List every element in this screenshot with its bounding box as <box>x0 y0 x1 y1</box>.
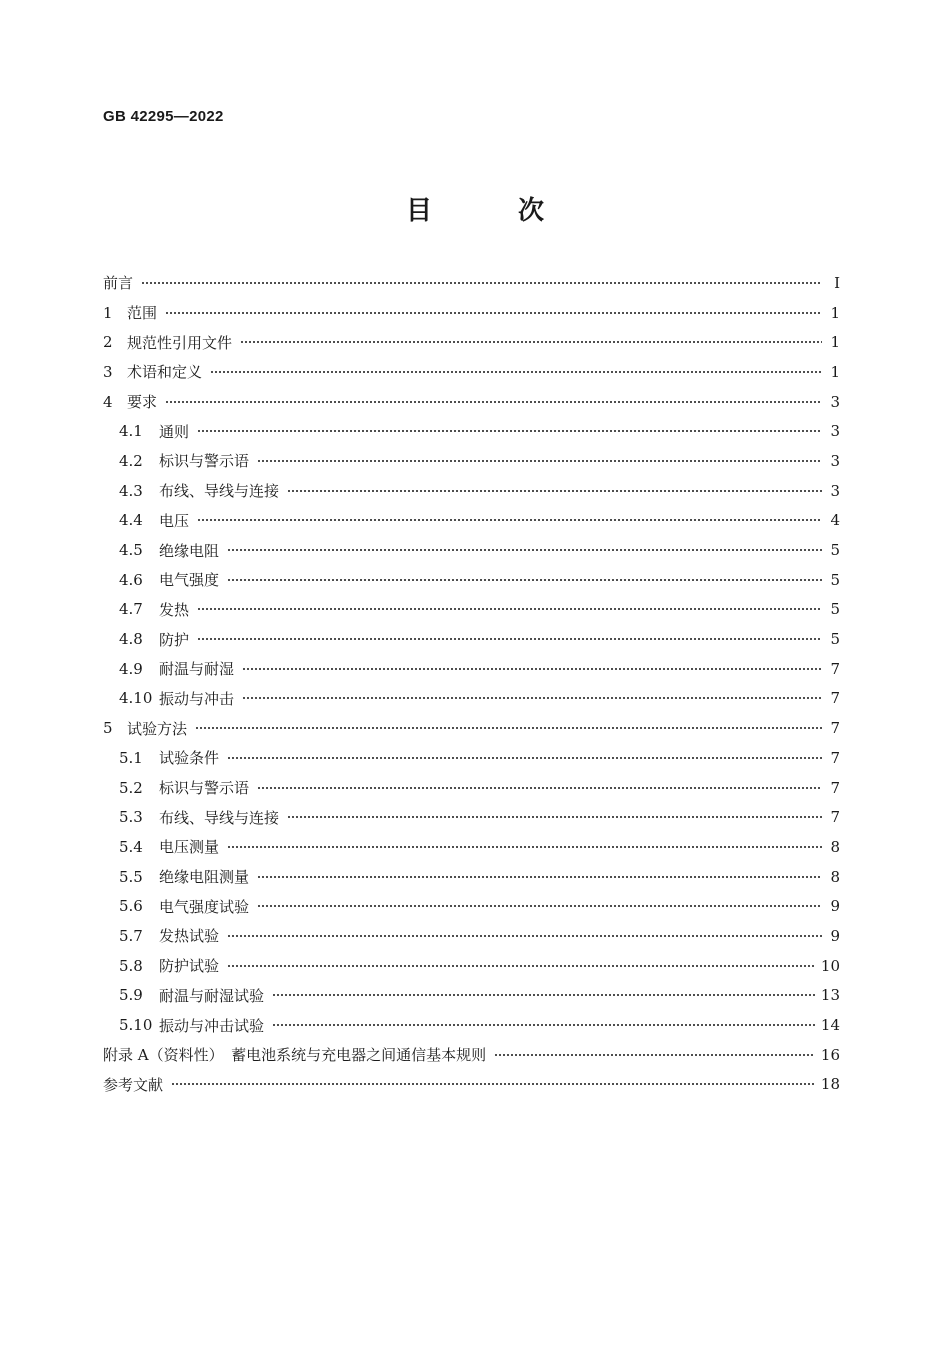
toc-entry-page: 13 <box>820 986 840 1005</box>
toc-entry-number: 5.3 <box>119 808 143 827</box>
toc-entry-number: 4.1 <box>119 422 143 441</box>
toc-entry-title: 参考文献 <box>103 1075 164 1094</box>
toc-entry-title: 防护 <box>159 630 190 649</box>
toc-entry-number: 5.2 <box>119 778 143 797</box>
toc-entry-number: 4.6 <box>119 570 143 589</box>
toc-entry-title: 试验方法 <box>127 719 188 738</box>
toc-entry-number: 1 <box>103 303 113 322</box>
toc-entry[interactable] <box>103 446 840 476</box>
toc-entry-page: 3 <box>830 451 840 470</box>
toc-entry-title: 防护试验 <box>159 957 220 976</box>
toc-entry-page: 3 <box>830 422 840 441</box>
toc-entry[interactable] <box>103 773 840 803</box>
toc-entry-number: 4.2 <box>119 451 143 470</box>
dot-leader <box>195 724 822 732</box>
toc-entry-title: 电压 <box>159 511 190 530</box>
dot-leader <box>257 902 822 910</box>
toc-entry-number: 4.9 <box>119 659 143 678</box>
toc-entry[interactable] <box>103 298 840 328</box>
dot-leader <box>165 309 822 317</box>
toc-entry[interactable] <box>103 743 840 773</box>
toc-entry[interactable] <box>103 506 840 536</box>
toc-entry[interactable] <box>103 1070 840 1100</box>
toc-entry-page: 9 <box>830 897 840 916</box>
toc-entry[interactable] <box>103 327 840 357</box>
toc-entry[interactable] <box>103 921 840 951</box>
toc-entry-number: 5.4 <box>119 837 143 856</box>
toc-entry-page: 14 <box>820 1016 840 1035</box>
toc-entry-number: 5.7 <box>119 926 143 945</box>
toc-entry-title: 振动与冲击 <box>159 689 235 708</box>
toc-entry-page: 5 <box>830 630 840 649</box>
toc-entry[interactable] <box>103 387 840 417</box>
dot-leader <box>242 694 822 702</box>
toc-entry-number: 5.6 <box>119 897 143 916</box>
dot-leader <box>197 605 822 613</box>
toc-entry-page: Ⅰ <box>834 273 840 292</box>
toc-entry-page: 8 <box>830 867 840 886</box>
dot-leader <box>272 1021 815 1029</box>
dot-leader <box>197 516 822 524</box>
toc-entry-page: 16 <box>820 1045 840 1064</box>
toc-entry-page: 7 <box>830 808 840 827</box>
dot-leader <box>227 932 822 940</box>
toc-entry-title: 发热 <box>159 600 190 619</box>
toc-entry-number: 4.5 <box>119 541 143 560</box>
toc-entry-title: 电气强度 <box>159 571 220 590</box>
toc-entry-title: 要求 <box>127 393 158 412</box>
toc-entry[interactable] <box>103 981 840 1011</box>
toc-entry-title: 耐温与耐湿 <box>159 660 235 679</box>
dot-leader <box>287 813 822 821</box>
toc-entry-page: 10 <box>820 956 840 975</box>
dot-leader <box>240 338 822 346</box>
toc-entry[interactable] <box>103 951 840 981</box>
dot-leader <box>227 843 822 851</box>
toc-entry-page: 7 <box>830 778 840 797</box>
toc-entry[interactable] <box>103 713 840 743</box>
toc-entry-number: 4.8 <box>119 630 143 649</box>
toc-entry-title: 耐温与耐湿试验 <box>159 986 265 1005</box>
document-code: GB 42295—2022 <box>103 108 224 125</box>
toc-entry-title: 试验条件 <box>159 749 220 768</box>
toc-entry[interactable] <box>103 862 840 892</box>
toc-entry[interactable] <box>103 891 840 921</box>
toc-entry[interactable] <box>103 684 840 714</box>
toc-entry-title: 标识与警示语 <box>159 779 250 798</box>
dot-leader <box>242 665 822 673</box>
toc-entry-page: 9 <box>830 926 840 945</box>
toc-entry-number: 5.10 <box>119 1016 153 1035</box>
toc-entry-number: 4.4 <box>119 511 143 530</box>
toc-entry[interactable] <box>103 802 840 832</box>
dot-leader <box>287 487 822 495</box>
toc-entry[interactable] <box>103 565 840 595</box>
toc-entry-title: 电压测量 <box>159 838 220 857</box>
toc-entry-page: 7 <box>830 748 840 767</box>
toc-entry[interactable] <box>103 624 840 654</box>
toc-entry-page: 3 <box>830 392 840 411</box>
table-of-contents <box>103 268 840 1099</box>
toc-entry-page: 7 <box>830 659 840 678</box>
toc-entry-title: 绝缘电阻 <box>159 541 220 560</box>
toc-entry-number: 5.5 <box>119 867 143 886</box>
toc-entry-number: 5 <box>103 719 113 738</box>
toc-entry[interactable] <box>103 476 840 506</box>
dot-leader <box>257 457 822 465</box>
toc-entry-title: 绝缘电阻测量 <box>159 868 250 887</box>
toc-entry-page: 3 <box>830 481 840 500</box>
toc-entry-page: 7 <box>830 689 840 708</box>
toc-entry[interactable] <box>103 832 840 862</box>
toc-entry-title: 范围 <box>127 304 158 323</box>
toc-entry[interactable] <box>103 268 840 298</box>
toc-entry[interactable] <box>103 1010 840 1040</box>
toc-entry-page: 5 <box>830 570 840 589</box>
toc-entry-number: 2 <box>103 333 113 352</box>
toc-entry[interactable] <box>103 654 840 684</box>
toc-entry-number: 4 <box>103 392 113 411</box>
toc-entry-title: 附录 A（资料性） 蓄电池系统与充电器之间通信基本规则 <box>103 1046 487 1065</box>
toc-entry-title: 振动与冲击试验 <box>159 1016 265 1035</box>
page-title: 目 次 <box>405 196 574 226</box>
toc-entry-number: 5.9 <box>119 986 143 1005</box>
dot-leader <box>227 576 822 584</box>
toc-entry-page: 1 <box>830 333 840 352</box>
toc-entry-title: 标识与警示语 <box>159 452 250 471</box>
toc-entry-page: 5 <box>830 600 840 619</box>
dot-leader <box>197 427 822 435</box>
toc-entry-number: 4.10 <box>119 689 153 708</box>
dot-leader <box>227 962 815 970</box>
toc-entry-number: 3 <box>103 362 113 381</box>
dot-leader <box>257 873 822 881</box>
dot-leader <box>197 635 822 643</box>
dot-leader <box>141 279 822 287</box>
dot-leader <box>257 784 822 792</box>
toc-entry-title: 发热试验 <box>159 927 220 946</box>
toc-entry-title: 术语和定义 <box>127 363 203 382</box>
toc-entry-page: 5 <box>830 541 840 560</box>
toc-entry-number: 4.7 <box>119 600 143 619</box>
dot-leader <box>227 546 822 554</box>
toc-entry-title: 通则 <box>159 422 190 441</box>
toc-entry[interactable] <box>103 535 840 565</box>
toc-entry[interactable] <box>103 595 840 625</box>
toc-entry[interactable] <box>103 357 840 387</box>
toc-entry-number: 5.1 <box>119 748 143 767</box>
toc-entry-page: 18 <box>820 1075 840 1094</box>
toc-entry-title: 布线、导线与连接 <box>159 482 280 501</box>
dot-leader <box>210 368 822 376</box>
toc-entry-page: 8 <box>830 837 840 856</box>
toc-entry-page: 1 <box>830 362 840 381</box>
toc-entry-title: 布线、导线与连接 <box>159 808 280 827</box>
dot-leader <box>227 754 822 762</box>
dot-leader <box>171 1080 815 1088</box>
toc-entry[interactable] <box>103 416 840 446</box>
toc-entry-number: 5.8 <box>119 956 143 975</box>
toc-entry[interactable] <box>103 1040 840 1070</box>
toc-entry-number: 4.3 <box>119 481 143 500</box>
toc-entry-page: 7 <box>830 719 840 738</box>
toc-entry-title: 电气强度试验 <box>159 897 250 916</box>
toc-entry-title: 前言 <box>103 274 134 293</box>
dot-leader <box>494 1051 815 1059</box>
toc-entry-page: 4 <box>830 511 840 530</box>
dot-leader <box>165 398 822 406</box>
toc-entry-page: 1 <box>830 303 840 322</box>
toc-entry-title: 规范性引用文件 <box>127 333 233 352</box>
dot-leader <box>272 991 815 999</box>
